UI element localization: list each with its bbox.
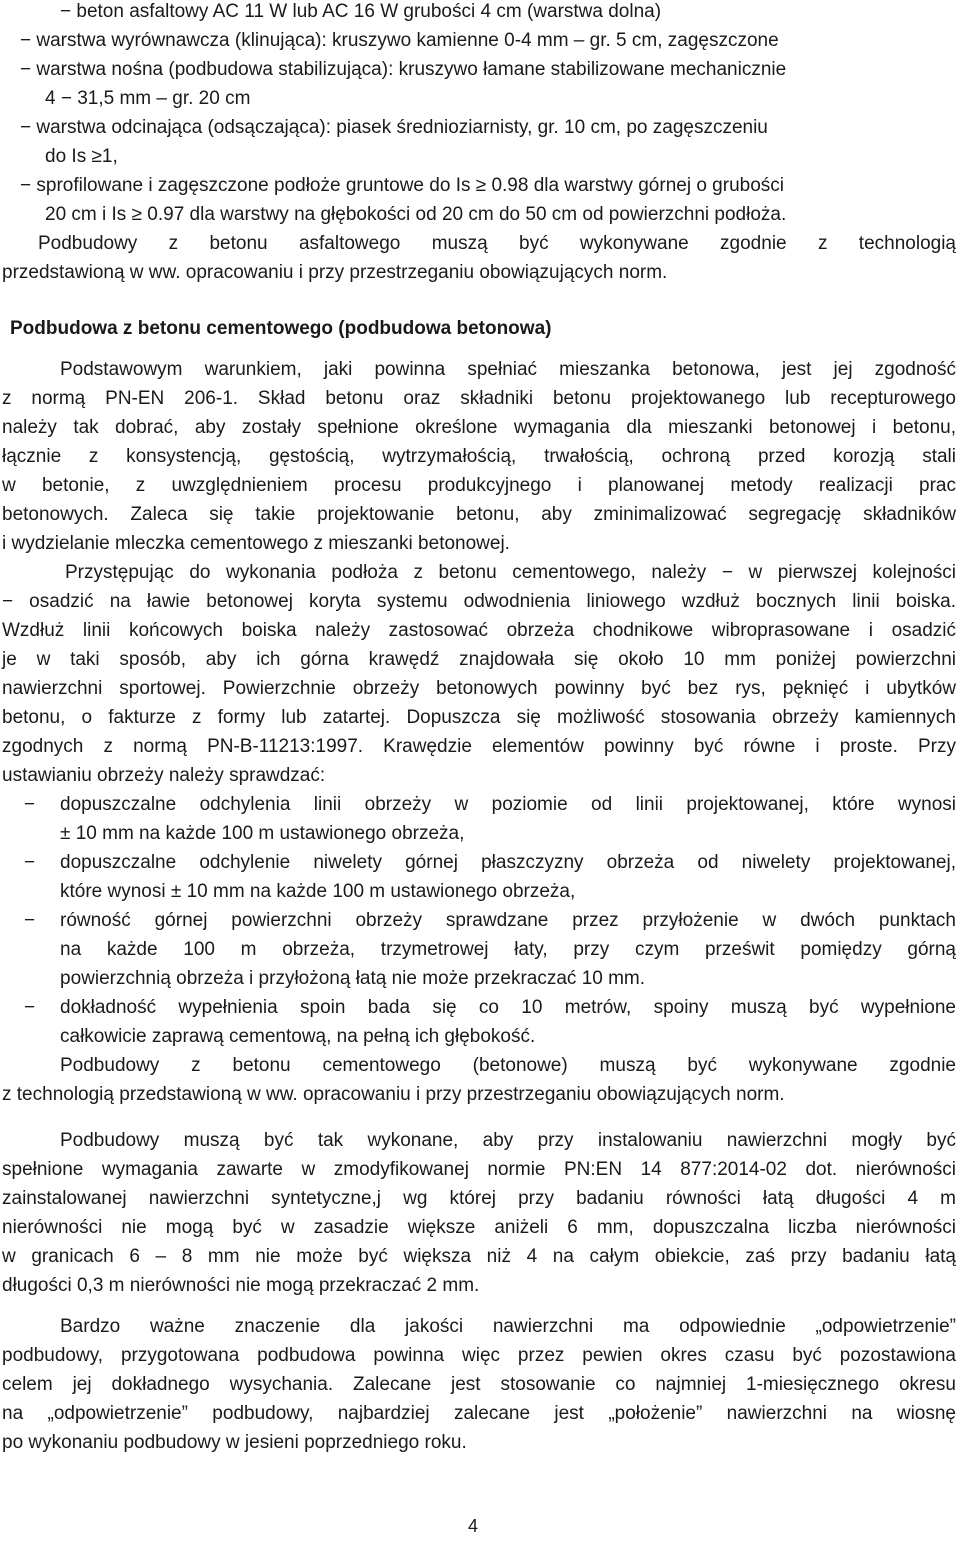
- concrete-note-line: Podbudowy z betonu cementowego (betonowe) muszą być wykonywane zgodnie: [60, 1055, 956, 1076]
- list-item: dopuszczalne odchylenie niwelety górnej płaszczyzny obrzeża od niwelety projektowanej,: [60, 852, 956, 873]
- list-item-continuation: powierzchnią obrzeża i przyłożoną łatą nie może przekraczać 10 mm.: [60, 968, 646, 989]
- layer-item-continuation: do Is ≥1,: [45, 146, 118, 167]
- paragraph-line: celem jej dokładnego wysychania. Zalecane jest stosowanie co najmniej 1-miesięcznego okresu: [2, 1374, 956, 1395]
- page-number: 4: [468, 1516, 479, 1536]
- paragraph-line: podbudowy, przygotowana podbudowa powinna więc przez pewien okres czasu być pozostawiona: [2, 1345, 956, 1366]
- list-dash: −: [24, 997, 36, 1018]
- paragraph-line: ustawianiu obrzeży należy sprawdzać:: [2, 765, 326, 786]
- list-item: dopuszczalne odchylenia linii obrzeży w poziomie od linii projektowanej, które wynosi: [60, 794, 956, 815]
- paragraph-line: po wykonaniu podbudowy w jesieni poprzedniego roku.: [2, 1432, 467, 1453]
- paragraph-line: Wzdłuż linii końcowych boiska należy zastosować obrzeża chodnikowe wibroprasowane i osadzić: [2, 620, 956, 641]
- paragraph-line: łącznie z konsystencją, gęstością, wytrzymałością, trwałością, ochroną przed korozją stali: [2, 446, 956, 467]
- layer-item-continuation: 4 − 31,5 mm – gr. 20 cm: [45, 88, 251, 109]
- paragraph-line: zgodnych z normą PN-B-11213:1997. Krawędzie elementów powinny być równe i proste. Przy: [2, 736, 956, 757]
- list-item-continuation: całkowicie zaprawą cementową, na pełną ich głębokość.: [60, 1026, 536, 1047]
- paragraph-line: Bardzo ważne znaczenie dla jakości nawierzchni ma odpowiednie „odpowietrzenie”: [60, 1316, 956, 1337]
- paragraph-line: − osadzić na ławie betonowej koryta systemu odwodnienia liniowego wzdłuż bocznych linii boiska.: [2, 591, 956, 612]
- asphalt-note-line: Podbudowy z betonu asfaltowego muszą być wykonywane zgodnie z technologią: [38, 233, 956, 254]
- layer-item: − warstwa nośna (podbudowa stabilizująca): kruszywo łamane stabilizowane mechanicznie: [20, 59, 787, 80]
- paragraph-line: Przystępując do wykonania podłoża z betonu cementowego, należy − w pierwszej kolejności: [65, 562, 956, 583]
- paragraph-line: Podstawowym warunkiem, jaki powinna spełniać mieszanka betonowa, jest jej zgodność: [60, 359, 956, 380]
- paragraph-line: zainstalowanej nawierzchni syntetyczne,j wg której przy badaniu równości łatą długości 4 m: [2, 1188, 956, 1209]
- list-item-continuation: ± 10 mm na każde 100 m ustawionego obrzeża,: [60, 823, 465, 844]
- list-dash: −: [24, 852, 36, 873]
- list-item-continuation: które wynosi ± 10 mm na każde 100 m ustawionego obrzeża,: [60, 881, 576, 902]
- list-item: równość górnej powierzchni obrzeży sprawdzane przez przyłożenie w dwóch punktach: [60, 910, 956, 931]
- list-dash: −: [24, 794, 36, 815]
- paragraph-line: z normą PN-EN 206-1. Skład betonu oraz składniki betonu projektowanego lub recepturowego: [2, 388, 956, 409]
- paragraph-line: w granicach 6 – 8 mm nie może być większa niż 4 na całym obiekcie, zaś przy badaniu łatą: [2, 1246, 956, 1267]
- paragraph-line: na „odpowietrzenie” podbudowy, najbardziej zalecane jest „położenie” nawierzchni na wiosnę: [2, 1403, 956, 1424]
- paragraph-line: betonowych. Zaleca się takie projektowanie betonu, aby zminimalizować segregację składników: [2, 504, 956, 525]
- layer-item: − beton asfaltowy AC 11 W lub AC 16 W grubości 4 cm (warstwa dolna): [60, 1, 662, 22]
- concrete-note-line: z technologią przedstawioną w ww. opracowaniu i przy przestrzeganiu obowiązujących norm.: [2, 1084, 785, 1105]
- paragraph-line: nawierzchni sportowej. Powierzchnie obrzeży betonowych powinny być bez rys, pęknięć i ubytków: [2, 678, 956, 699]
- paragraph-line: długości 0,3 m nierówności nie mogą przekraczać 2 mm.: [2, 1275, 480, 1296]
- paragraph-line: należy tak dobrać, aby zostały spełnione określone wymagania dla mieszanki betonowej i betonu,: [2, 417, 956, 438]
- asphalt-note-line: przedstawioną w ww. opracowaniu i przy przestrzeganiu obowiązujących norm.: [2, 262, 668, 283]
- layer-item: − sprofilowane i zagęszczone podłoże gruntowe do Is ≥ 0.98 dla warstwy górnej o grubości: [20, 175, 784, 196]
- paragraph-line: i wydzielanie mleczka cementowego z mieszanki betonowej.: [2, 533, 510, 554]
- layer-item: − warstwa odcinająca (odsączająca): piasek średnioziarnisty, gr. 10 cm, po zagęszczeniu: [20, 117, 768, 138]
- layer-item: − warstwa wyrównawcza (klinująca): kruszywo kamienne 0-4 mm – gr. 5 cm, zagęszczone: [20, 30, 779, 51]
- paragraph-line: je w taki sposób, aby ich górna krawędź znajdowała się około 10 mm poniżej powierzchni: [2, 649, 956, 670]
- list-dash: −: [24, 910, 36, 931]
- paragraph-line: Podbudowy muszą być tak wykonane, aby przy instalowaniu nawierzchni mogły być: [60, 1130, 956, 1151]
- paragraph-line: spełnione wymagania zawarte w zmodyfikowanej normie PN:EN 14 877:2014-02 dot. nierówności: [2, 1159, 956, 1180]
- paragraph-line: nierówności nie mogą być w zasadzie większe aniżeli 6 mm, dopuszczalna liczba nierówności: [2, 1217, 956, 1238]
- list-item-continuation: na każde 100 m obrzeża, trzymetrowej łaty, przy czym prześwit pomiędzy górną: [60, 939, 956, 960]
- section-heading: Podbudowa z betonu cementowego (podbudowa betonowa): [10, 318, 552, 339]
- paragraph-line: betonu, o fakturze z formy lub zatartej. Dopuszcza się możliwość stosowania obrzeży kamiennych: [2, 707, 956, 728]
- layer-item-continuation: 20 cm i Is ≥ 0.97 dla warstwy na głębokości od 20 cm do 50 cm od powierzchni podłoża.: [45, 204, 787, 225]
- paragraph-line: w betonie, z uwzględnieniem procesu produkcyjnego i planowanej metody realizacji prac: [2, 475, 956, 496]
- list-item: dokładność wypełnienia spoin bada się co 10 metrów, spoiny muszą być wypełnione: [60, 997, 956, 1018]
